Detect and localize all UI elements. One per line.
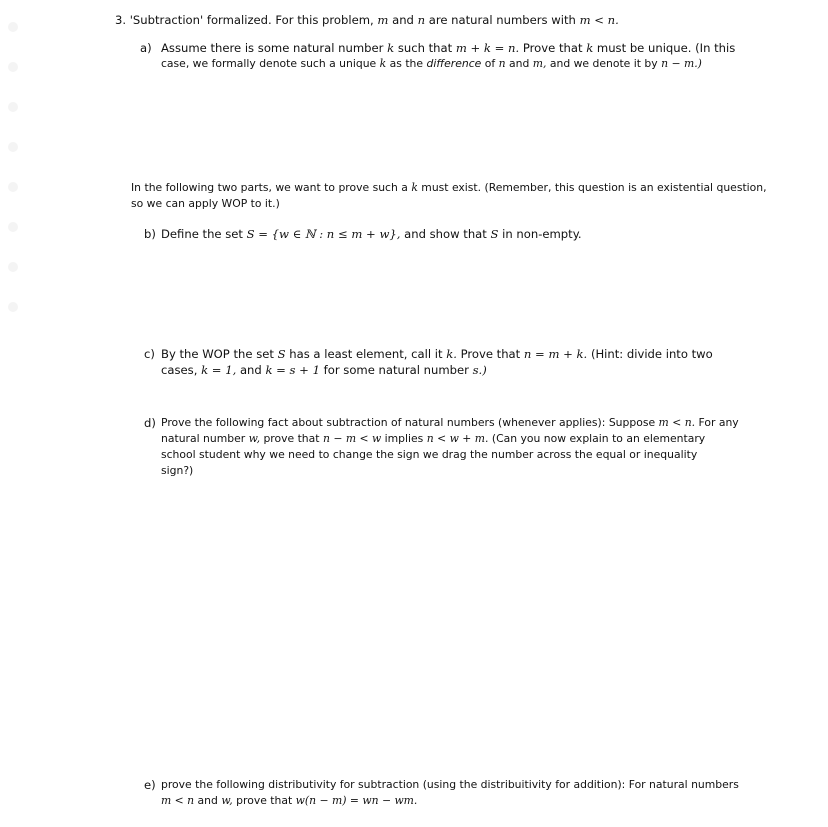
- text: Prove that: [522, 41, 583, 55]
- math-k: k.: [446, 347, 457, 361]
- math-m: m,: [532, 57, 547, 70]
- part-c-text: [161, 346, 713, 378]
- gutter-mark: [8, 262, 18, 272]
- math-m-lt-n: m < n: [161, 794, 195, 807]
- part-a-label: a): [140, 41, 152, 55]
- math-inequality: n − m < w: [322, 432, 382, 445]
- part-d-label: d): [144, 416, 156, 430]
- part-e-label: e): [144, 778, 156, 792]
- math-s: s.): [472, 363, 487, 377]
- math-w: w,: [221, 794, 233, 807]
- gutter-mark: [8, 302, 18, 312]
- part-c-label: c): [144, 347, 155, 361]
- text: (Hint: divide into two: [590, 347, 713, 361]
- gutter-mark: [8, 222, 18, 232]
- text: Prove that: [460, 347, 521, 361]
- math-n: n: [498, 57, 506, 70]
- text: By the WOP the set: [161, 347, 274, 361]
- math-k-eq-s-plus-1: k = s + 1: [265, 363, 320, 377]
- math-S: S: [490, 227, 499, 241]
- text: as the: [389, 57, 424, 70]
- math-m: m: [377, 13, 389, 27]
- math-k: k: [387, 41, 395, 55]
- part-a-text: [161, 40, 735, 72]
- text: implies: [384, 432, 424, 445]
- text: has a least element, call it: [289, 347, 443, 361]
- text: in non-empty.: [502, 227, 582, 241]
- text: natural number: [161, 432, 246, 445]
- text: case, we formally denote such a unique: [161, 57, 377, 70]
- text: Prove the following fact about subtraction of natural numbers (whenever applies): Suppose: [161, 416, 656, 429]
- text: (Can you now explain to an elementary: [491, 432, 706, 445]
- math-k-eq-1: k = 1,: [201, 363, 237, 377]
- math-S: S: [277, 347, 286, 361]
- math-m-lt-n: m < n.: [579, 13, 619, 27]
- transition-paragraph: [131, 180, 767, 212]
- text: sign?): [161, 464, 194, 477]
- problem-text: are natural numbers with: [428, 13, 576, 27]
- math-equation: m + k = n.: [455, 41, 520, 55]
- text: school student why we need to change the sign we drag the number across the equal or inequality: [161, 448, 698, 461]
- text-and: and: [392, 13, 414, 27]
- text: Define the set: [161, 227, 243, 241]
- text: Assume there is some natural number: [161, 41, 384, 55]
- gutter-mark: [8, 182, 18, 192]
- math-m-lt-n: m < n.: [658, 416, 696, 429]
- text: and we denote it by: [549, 57, 658, 70]
- gutter-mark: [8, 62, 18, 72]
- text: and: [239, 363, 262, 377]
- problem-heading: [115, 12, 619, 28]
- text: such that: [397, 41, 453, 55]
- math-equation: w(n − m) = wn − wm.: [295, 794, 418, 807]
- text: must be unique. (In this: [596, 41, 736, 55]
- math-k: k: [379, 57, 387, 70]
- math-k: k: [586, 41, 594, 55]
- math-n: n: [417, 13, 426, 27]
- text: For any: [698, 416, 739, 429]
- text: for some natural number: [323, 363, 469, 377]
- math-w: w,: [248, 432, 261, 445]
- gutter-mark: [8, 102, 18, 112]
- text: prove that: [263, 432, 320, 445]
- math-inequality: n < w + m.: [426, 432, 489, 445]
- math-k: k: [411, 181, 418, 194]
- text: of: [484, 57, 496, 70]
- part-e-text: [161, 777, 739, 809]
- text: must exist. (Remember, this question is an existential question,: [421, 181, 767, 194]
- text: In the following two parts, we want to prove such a: [131, 181, 408, 194]
- text: so we can apply WOP to it.): [131, 197, 280, 210]
- text: and: [508, 57, 530, 70]
- gutter-mark: [8, 22, 18, 32]
- math-equation: n = m + k.: [523, 347, 588, 361]
- text: prove the following distributivity for subtraction (using the distribuitivity for addition): For natural numbers: [161, 778, 739, 791]
- text: cases,: [161, 363, 198, 377]
- text: and show that: [404, 227, 487, 241]
- text: and: [197, 794, 218, 807]
- gutter-mark: [8, 142, 18, 152]
- part-d-text: [161, 415, 739, 479]
- text: prove that: [236, 794, 293, 807]
- math-set-definition: S = {w ∈ ℕ : n ≤ m + w},: [246, 227, 401, 241]
- problem-number: 3.: [115, 13, 127, 27]
- emphasis-difference: difference: [426, 57, 482, 70]
- part-b-text: [161, 226, 582, 242]
- part-b-label: b): [144, 227, 156, 241]
- math-n-minus-m: n − m.): [661, 57, 702, 70]
- problem-title: 'Subtraction' formalized.: [129, 13, 272, 27]
- problem-intro: For this problem,: [275, 13, 374, 27]
